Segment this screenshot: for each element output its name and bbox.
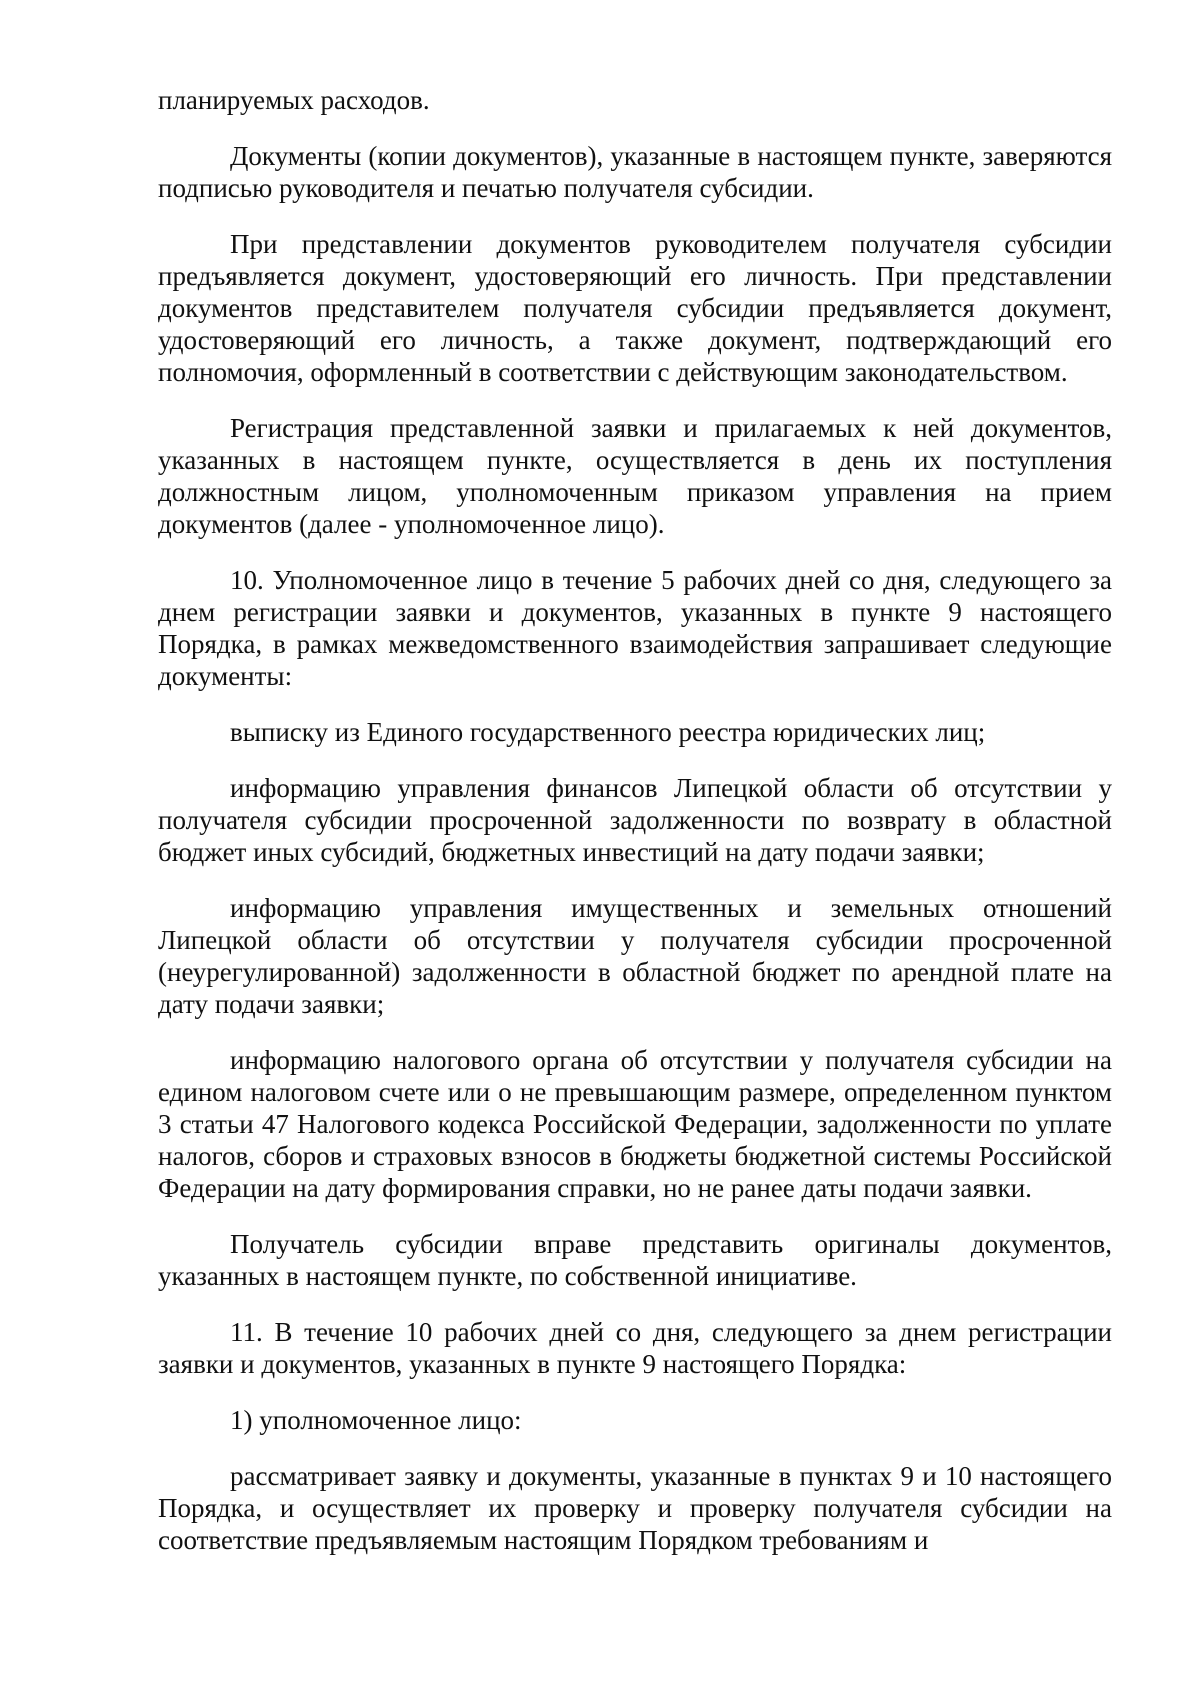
- paragraph-1: планируемых расходов.: [158, 85, 430, 115]
- paragraph-6: выписку из Единого государственного реестра юридических лиц;: [230, 717, 986, 747]
- paragraph-7: информацию управления финансов Липецкой области об отсутствии у получателя субсидии просроченной задолженности по возврату в областной бюджет иных субсидий, бюджетных инвестиций на дату подачи заявки;: [158, 773, 1112, 867]
- paragraph-12: 1) уполномоченное лицо:: [230, 1405, 522, 1435]
- paragraph-2: Документы (копии документов), указанные в настоящем пункте, заверяются подписью руководителя и печатью получателя субсидии.: [158, 141, 1112, 203]
- paragraph-5: 10. Уполномоченное лицо в течение 5 рабочих дней со дня, следующего за днем регистрации заявки и документов, указанных в пункте 9 настоящего Порядка, в рамках межведомственного взаимодействия запрашивает следующие документы:: [158, 565, 1112, 691]
- paragraph-10: Получатель субсидии вправе представить оригиналы документов, указанных в настоящем пункте, по собственной инициативе.: [158, 1229, 1112, 1291]
- paragraph-8: информацию управления имущественных и земельных отношений Липецкой области об отсутствии у получателя субсидии просроченной (неурегулированной) задолженности в областной бюджет по арендной плате на дату подачи заявки;: [158, 893, 1112, 1019]
- paragraph-4: Регистрация представленной заявки и прилагаемых к ней документов, указанных в настоящем пункте, осуществляется в день их поступления должностным лицом, уполномоченным приказом управления на прием документов (далее - уполномоченное лицо).: [158, 413, 1112, 539]
- paragraph-3: При представлении документов руководителем получателя субсидии предъявляется документ, удостоверяющий его личность. При представлении документов представителем получателя субсидии предъявляется документ, удостоверяющий его личность, а также документ, подтверждающий его полномочия, оформленный в соответствии с действующим законодательством.: [158, 229, 1112, 387]
- paragraph-9: информацию налогового органа об отсутствии у получателя субсидии на едином налоговом счете или о не превышающим размере, определенном пунктом 3 статьи 47 Налогового кодекса Российской Федерации, задолженности по уплате налогов, сборов и страховых взносов в бюджеты бюджетной системы Российской Федерации на дату формирования справки, но не ранее даты подачи заявки.: [158, 1045, 1112, 1203]
- paragraph-11: 11. В течение 10 рабочих дней со дня, следующего за днем регистрации заявки и документов, указанных в пункте 9 настоящего Порядка:: [158, 1317, 1112, 1379]
- paragraph-13: рассматривает заявку и документы, указанные в пунктах 9 и 10 настоящего Порядка, и осуществляет их проверку и проверку получателя субсидии на соответствие предъявляемым настоящим Порядком требованиям и: [158, 1461, 1112, 1555]
